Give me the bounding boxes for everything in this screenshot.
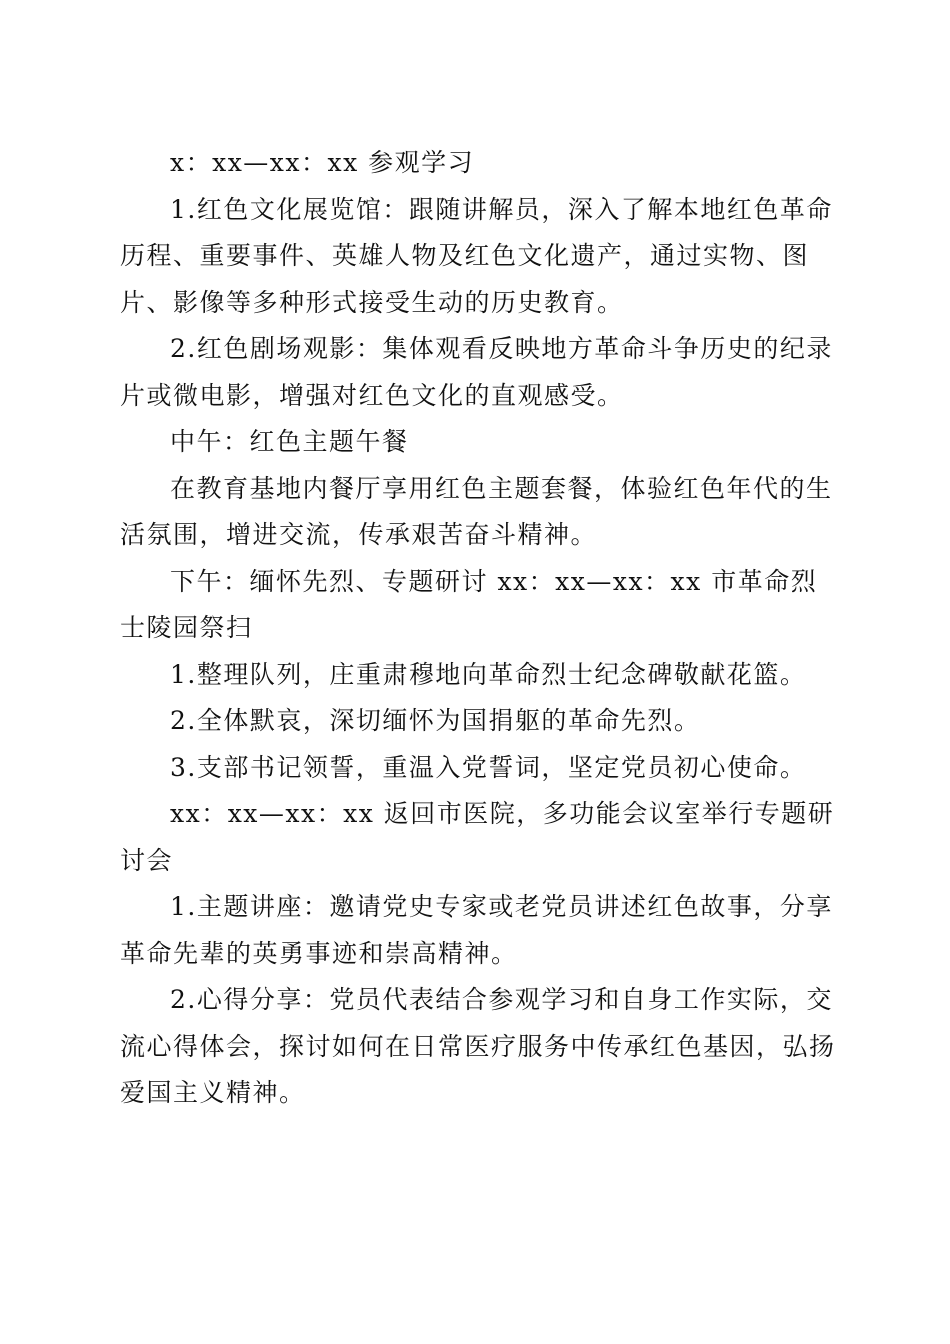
schedule-heading-seminar: xx：xx—xx：xx 返回市医院，多功能会议室举行专题研讨会 [120, 799, 835, 875]
schedule-heading-afternoon: 下午：缅怀先烈、专题研讨 xx：xx—xx：xx 市革命烈士陵园祭扫 [120, 566, 818, 642]
paragraph-line-up: 1.整理队列，庄重肃穆地向革命烈士纪念碑敬献花篮。 [170, 659, 807, 689]
paragraph-silence: 2.全体默哀，深切缅怀为国捐躯的革命先烈。 [170, 706, 701, 735]
schedule-heading-noon: 中午：红色主题午餐 [170, 427, 409, 456]
paragraph-sharing: 2.心得分享：党员代表结合参观学习和自身工作实际，交流心得体会，探讨如何在日常医疗服务中传承红色基因，弘扬爱国主义精神。 [120, 985, 836, 1107]
paragraph-red-theater: 2.红色剧场观影：集体观看反映地方革命斗争历史的纪录片或微电影，增强对红色文化的直观感受。 [120, 334, 833, 410]
paragraph-exhibition-hall: 1.红色文化展览馆：跟随讲解员，深入了解本地红色革命历程、重要事件、英雄人物及红色文化遗产，通过实物、图片、影像等多种形式接受生动的历史教育。 [120, 194, 833, 317]
paragraph-lecture: 1.主题讲座：邀请党史专家或老党员讲述红色故事，分享革命先辈的英勇事迹和崇高精神。 [120, 892, 833, 968]
document-body [120, 140, 840, 1117]
paragraph-oath: 3.支部书记领誓，重温入党誓词，坚定党员初心使命。 [170, 752, 807, 782]
paragraph-lunch: 在教育基地内餐厅享用红色主题套餐，体验红色年代的生活氛围，增进交流，传承艰苦奋斗精神。 [120, 473, 833, 549]
schedule-heading-morning-visit: x：xx—xx：xx 参观学习 [170, 148, 475, 177]
